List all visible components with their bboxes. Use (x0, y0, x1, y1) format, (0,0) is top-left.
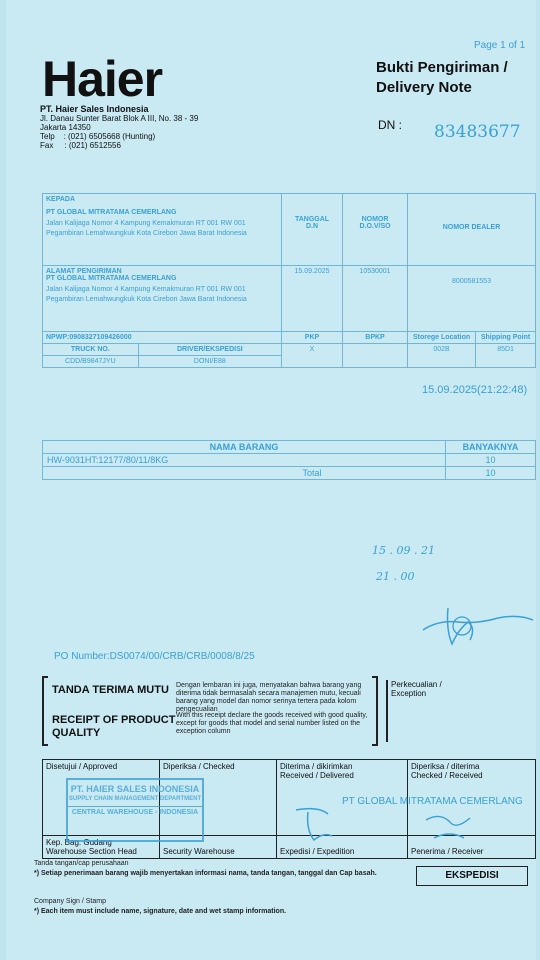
npwp: NPWP:0908327109426000 (43, 332, 282, 344)
truck-cell (43, 344, 282, 368)
tanggal-label: TANGGAL (294, 216, 330, 223)
checked-label: Diperiksa / Checked (163, 762, 235, 771)
receipt-title-en-1: RECEIPT OF PRODUCT (52, 714, 176, 726)
receiver-signature (420, 808, 480, 848)
item-name: HW-9031HT:12177/80/11/8KG (43, 454, 446, 467)
haier-logo: Haier (42, 51, 163, 107)
bpkp-label: BPKP (343, 332, 408, 344)
shipping-label: ALAMAT PENGIRIMAN (46, 268, 122, 275)
footer-sign-id: Tanda tangan/cap perusahaan (34, 860, 129, 867)
truck-value: CDD/B9847JYU (43, 356, 138, 368)
shipping-name: PT GLOBAL MITRATAMA CEMERLANG (46, 275, 177, 282)
items-table (42, 440, 536, 480)
recipient-cell (43, 194, 282, 266)
storage-location-label: Storege Location (408, 332, 476, 344)
address-grid (42, 193, 536, 368)
warehouse-head-label: Kep. Bag. Gudang Warehouse Section Head (43, 836, 160, 859)
receipt-title-en-2: QUALITY (52, 727, 101, 739)
po-number: PO Number:DS0074/00/CRB/CRB/0008/8/25 (54, 651, 255, 662)
title-line-1: Bukti Pengiriman / (376, 59, 508, 76)
table-row (43, 454, 536, 467)
nomor-value: 10530001 (343, 266, 408, 332)
shipping-address-2: Pegambiran Lemahwungkuk Kota Cirebon Jawa Barat Indonesia (46, 296, 247, 303)
receipt-title-en (52, 714, 175, 740)
handwritten-time: 21 . 00 (376, 570, 415, 583)
receipt-text-en: With this receipt declare the goods received with good quality, except for goods that model and serial number listed on the exception column (176, 712, 368, 735)
shipping-address-1: Jalan Kalijaga Nomor 4 Kampung Kemakmuran RT 001 RW 001 (46, 286, 246, 293)
warehouse-stamp (66, 778, 204, 842)
print-timestamp: 15.09.2025(21:22:48) (422, 384, 528, 396)
approved-label: Disetujui / Approved (46, 762, 118, 771)
item-qty: 10 (446, 454, 536, 467)
storage-location-value: 002B (408, 344, 476, 368)
footer-note-en: *) Each item must include name, signature, date and wet stamp information. (34, 908, 287, 915)
shipping-cell (43, 266, 282, 332)
recipient-label: KEPADA (46, 196, 76, 203)
title-line-2: Delivery Note (376, 79, 472, 96)
dn-col-label: D.N (305, 223, 319, 230)
col-nama-barang: NAMA BARANG (43, 441, 446, 454)
shipping-point-label: Shipping Point (476, 332, 536, 344)
expedisi-label: Expedisi / Expedition (277, 836, 408, 859)
dealer-value: 8000581553 (408, 266, 536, 332)
security-label: Security Warehouse (160, 836, 277, 859)
document-title (376, 58, 508, 98)
receipt-bracket-right (372, 676, 378, 746)
company-name: PT. Haier Sales Indonesia (40, 104, 149, 114)
tanggal-header (282, 194, 343, 266)
footer-note-id: *) Setiap penerimaan barang wajib menyertakan informasi nama, tanda tangan, tanggal dan Cap basah. (34, 870, 377, 877)
shipping-point-value: 85D1 (476, 344, 536, 368)
total-label: Total (43, 467, 446, 480)
company-address: Jl. Danau Sunter Barat Blok A III, No. 38 - 39 Jakarta 14350 Telp : (021) 6505668 (Hunting) Fax : (021) 6512556 (40, 114, 199, 150)
pkp-label: PKP (282, 332, 343, 344)
receiver-label: Penerima / Receiver (408, 836, 536, 859)
dn-label: DN : (378, 118, 402, 132)
nomor-label: NOMOR (361, 216, 389, 223)
driver-value: DONI/E88 (193, 358, 226, 365)
dovso-label: D.O.V/SO (359, 223, 391, 230)
handwritten-date: 15 . 09 . 21 (372, 544, 435, 557)
nomor-header (343, 194, 408, 266)
receipt-bracket-left (42, 676, 48, 746)
dn-number: 83483677 (434, 122, 521, 142)
tanggal-value: 15.09.2025 (282, 266, 343, 332)
recipient-address-1: Jalan Kalijaga Nomor 4 Kampung Kemakmuran RT 001 RW 001 (46, 220, 246, 227)
stamp-line-3: CENTRAL WAREHOUSE - INDONESIA (68, 806, 202, 816)
stamp-line-1: PT. HAIER SALES INDONESIA (70, 784, 200, 794)
col-banyaknya: BANYAKNYA (446, 441, 536, 454)
total-value: 10 (446, 467, 536, 480)
receipt-text-id: Dengan lembaran ini juga, menyatakan bahwa barang yang diterima tidak bermasalah secara manajemen mutu, kecuali barang yang model dan nomor serinya tertera pada kolom pengecualian (176, 682, 362, 713)
delivery-note-page (6, 0, 536, 960)
recipient-name: PT GLOBAL MITRATAMA CEMERLANG (46, 209, 177, 216)
truck-table (43, 344, 281, 367)
checked-received-label: Diperiksa / diterima Checked / Received (408, 760, 536, 836)
exception-column: Perkecualian / Exception (386, 680, 442, 742)
received-delivered-label: Diterima / dikirimkan Received / Delivered (277, 760, 408, 836)
driver-label: DRIVER/EKSPEDISI (138, 344, 281, 356)
stamp-line-2: SUPPLY CHAIN MANAGEMENT DEPARTMENT (68, 796, 202, 802)
truck-label: TRUCK NO. (43, 344, 138, 356)
bpkp-value (343, 344, 408, 368)
handwritten-signature (418, 600, 538, 650)
footer-sign-en: Company Sign / Stamp (34, 898, 106, 905)
receiver-stamp: PT GLOBAL MITRATAMA CEMERLANG (342, 796, 523, 807)
pkp-value: X (282, 344, 343, 368)
page-indicator: Page 1 of 1 (474, 40, 526, 51)
expedisi-signature (288, 800, 358, 850)
recipient-address-2: Pegambiran Lemahwungkuk Kota Cirebon Jawa Barat Indonesia (46, 230, 247, 237)
nomor-dealer-header: NOMOR DEALER (408, 194, 536, 266)
copy-label: EKSPEDISI (416, 866, 528, 886)
receipt-title-id: TANDA TERIMA MUTU (52, 684, 169, 696)
